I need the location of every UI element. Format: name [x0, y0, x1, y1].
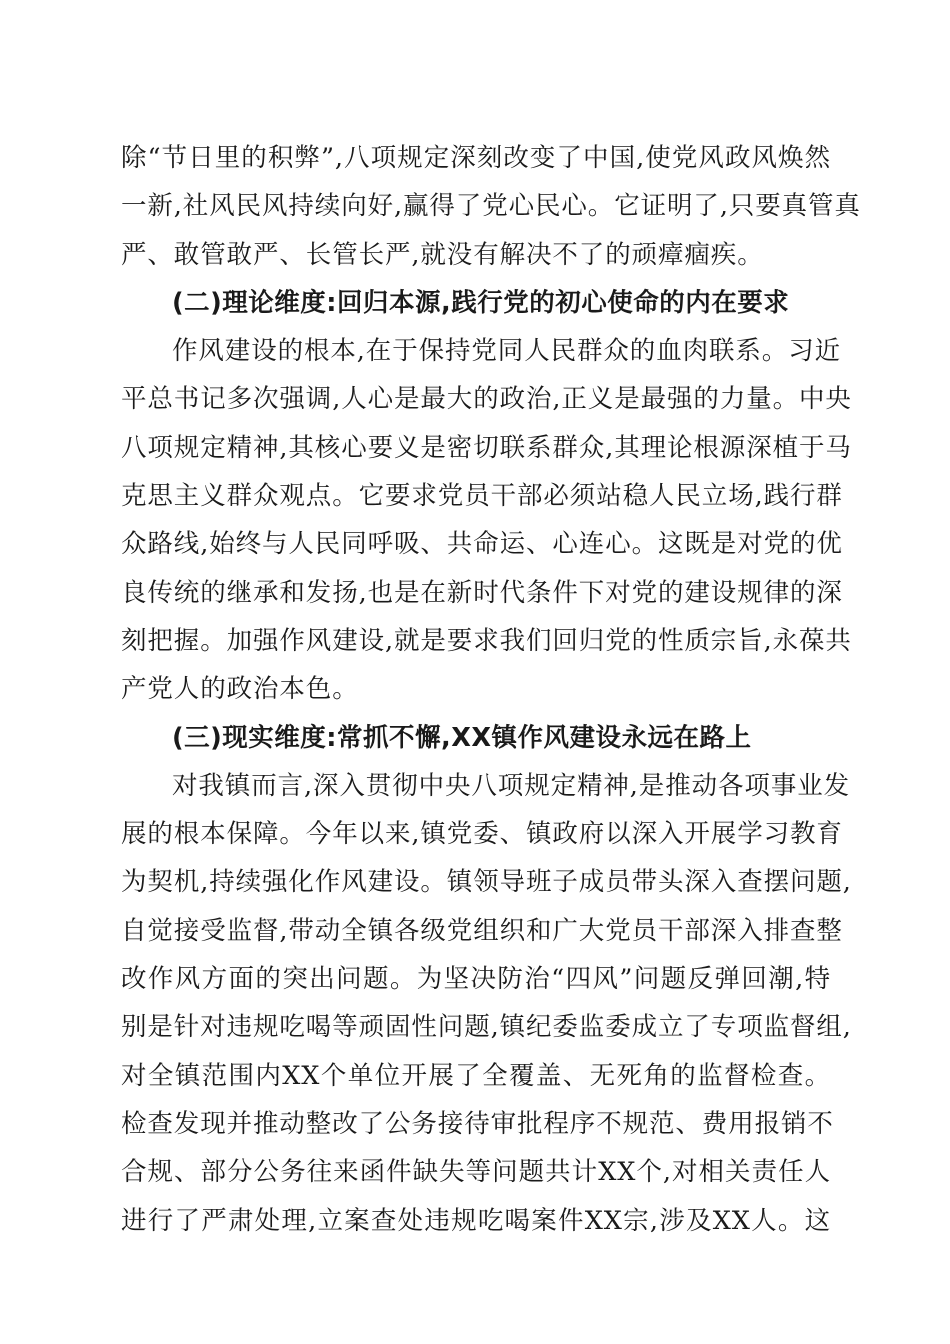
body-line: 刻把握。加强作风建设,就是要求我们回归党的性质宗旨,永葆共 [121, 625, 852, 656]
body-line: 众路线,始终与人民同呼吸、共命运、心连心。这既是对党的优 [121, 529, 843, 560]
body-line: 平总书记多次强调,人心是最大的政治,正义是最强的力量。中央 [121, 384, 852, 415]
body-line: 严、敢管敢严、长管长严,就没有解决不了的顽瘴痼疾。 [121, 239, 764, 270]
body-line: 检查发现并推动整改了公务接待审批程序不规范、费用报销不 [121, 1108, 834, 1139]
body-line: 自觉接受监督,带动全镇各级党组织和广大党员干部深入排查整 [121, 915, 843, 946]
body-line: 别是针对违规吃喝等顽固性问题,镇纪委监委成立了专项监督组, [121, 1012, 852, 1043]
body-line: 对我镇而言,深入贯彻中央八项规定精神,是推动各项事业发 [172, 770, 851, 801]
body-line: 产党人的政治本色。 [121, 674, 359, 705]
body-line: 合规、部分公务往来函件缺失等问题共计XX个,对相关责任人 [121, 1157, 831, 1188]
body-line: 克思主义群众观点。它要求党员干部必须站稳人民立场,践行群 [121, 481, 843, 512]
body-line: 一新,社风民风持续向好,赢得了党心民心。它证明了,只要真管真 [121, 191, 861, 222]
body-line: 良传统的继承和发扬,也是在新时代条件下对党的建设规律的深 [121, 577, 843, 608]
body-line: 除“节日里的积弊”,八项规定深刻改变了中国,使党风政风焕然 [121, 143, 831, 173]
body-line: 改作风方面的突出问题。为坚决防治“四风”问题反弹回潮,特 [121, 964, 831, 995]
section-heading-3: (三)现实维度:常抓不懈,XX镇作风建设永远在路上 [172, 722, 752, 753]
body-line: 对全镇范围内XX个单位开展了全覆盖、无死角的监督检查。 [121, 1060, 831, 1091]
document-body [121, 134, 861, 1245]
body-line: 进行了严肃处理,立案查处违规吃喝案件XX宗,涉及XX人。这 [121, 1205, 831, 1236]
body-line: 展的根本保障。今年以来,镇党委、镇政府以深入开展学习教育 [121, 819, 843, 850]
body-line: 八项规定精神,其核心要义是密切联系群众,其理论根源深植于马 [121, 432, 852, 463]
body-line: 为契机,持续强化作风建设。镇领导班子成员带头深入查摆问题, [121, 867, 852, 898]
section-heading-2: (二)理论维度:回归本源,践行党的初心使命的内在要求 [172, 287, 790, 318]
body-line: 作风建设的根本,在于保持党同人民群众的血肉联系。习近 [172, 336, 842, 367]
